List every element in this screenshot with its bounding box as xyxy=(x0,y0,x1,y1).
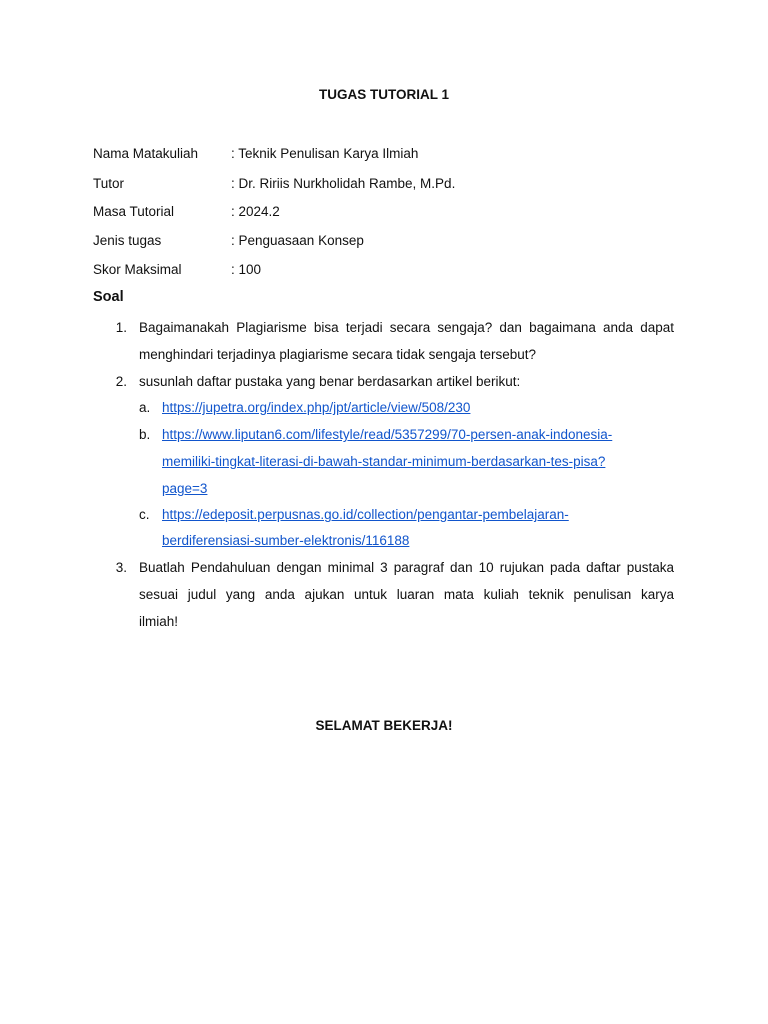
info-label: Masa Tutorial xyxy=(93,204,175,219)
question-number: 2. xyxy=(115,374,127,389)
question-text: sesuai judul yang anda ajukan untuk luaran mata kuliah teknik penulisan karya xyxy=(139,587,674,602)
question-text: ilmiah! xyxy=(139,614,179,629)
question-text: susunlah daftar pustaka yang benar berdasarkan artikel berikut: xyxy=(139,374,521,389)
info-label: Jenis tugas xyxy=(93,233,162,248)
article-link-c[interactable]: https://edeposit.perpusnas.go.id/collection/pengantar-pembelajaran- xyxy=(162,507,569,522)
closing-text: SELAMAT BEKERJA! xyxy=(315,718,453,733)
info-value: : 2024.2 xyxy=(231,204,280,219)
info-label: Nama Matakuliah xyxy=(93,146,199,161)
document-title: TUGAS TUTORIAL 1 xyxy=(318,87,449,102)
link-marker: b. xyxy=(139,427,151,442)
article-link-b[interactable]: https://www.liputan6.com/lifestyle/read/5357299/70-persen-anak-indonesia- xyxy=(162,427,613,442)
info-value: : Dr. Ririis Nurkholidah Rambe, M.Pd. xyxy=(231,176,456,191)
info-label: Skor Maksimal xyxy=(93,262,182,277)
info-value: : Teknik Penulisan Karya Ilmiah xyxy=(231,146,419,161)
info-value: : Penguasaan Konsep xyxy=(231,233,364,248)
article-link-b[interactable]: page=3 xyxy=(162,481,208,496)
link-marker: a. xyxy=(139,400,151,415)
article-link-c[interactable]: berdiferensiasi-sumber-elektronis/116188 xyxy=(162,533,410,548)
question-number: 3. xyxy=(115,560,127,575)
link-marker: c. xyxy=(139,507,150,522)
question-text: Buatlah Pendahuluan dengan minimal 3 paragraf dan 10 rujukan pada daftar pustaka xyxy=(139,560,674,575)
question-number: 1. xyxy=(115,320,127,335)
question-text: Bagaimanakah Plagiarisme bisa terjadi secara sengaja? dan bagaimana anda dapat xyxy=(139,320,674,335)
article-link-b[interactable]: memiliki-tingkat-literasi-di-bawah-standar-minimum-berdasarkan-tes-pisa? xyxy=(162,454,606,469)
question-text: menghindari terjadinya plagiarisme secara tidak sengaja tersebut? xyxy=(139,347,536,362)
soal-heading: Soal xyxy=(93,289,124,305)
info-value: : 100 xyxy=(231,262,262,277)
article-link-a[interactable]: https://jupetra.org/index.php/jpt/article/view/508/230 xyxy=(162,400,471,415)
info-label: Tutor xyxy=(93,176,125,191)
